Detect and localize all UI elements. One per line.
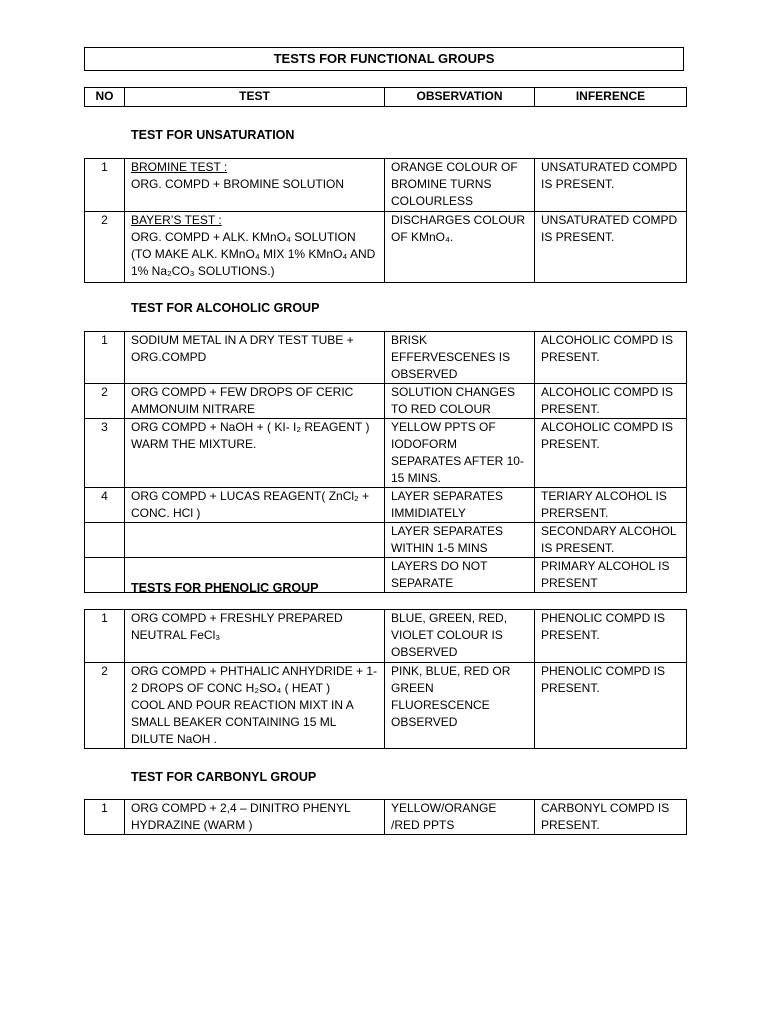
row-observation: LAYER SEPARATES IMMIDIATELY xyxy=(385,488,535,523)
section-heading-unsaturation: TEST FOR UNSATURATION xyxy=(131,128,295,142)
row-inference: PHENOLIC COMPD IS PRESENT. xyxy=(535,610,687,663)
row-observation: BLUE, GREEN, RED, VIOLET COLOUR IS OBSERVED xyxy=(385,610,535,663)
row-no: 1 xyxy=(85,610,125,663)
row-no: 2 xyxy=(85,663,125,749)
row-inference: PRIMARY ALCOHOL IS PRESENT xyxy=(535,558,687,593)
row-no: 1 xyxy=(85,159,125,212)
row-observation: PINK, BLUE, RED OR GREEN FLUORESCENCE OBSERVED xyxy=(385,663,535,749)
table-unsaturation xyxy=(84,158,687,283)
row-observation: LAYERS DO NOT SEPARATE xyxy=(385,558,535,593)
table-row xyxy=(85,384,687,419)
row-inference: ALCOHOLIC COMPD IS PRESENT. xyxy=(535,419,687,488)
header-table xyxy=(84,87,687,107)
row-test: ORG COMPD + NaOH + ( KI- I₂ REAGENT ) WARM THE MIXTURE. xyxy=(125,419,385,488)
row-inference: UNSATURATED COMPD IS PRESENT. xyxy=(535,159,687,212)
row-no: 1 xyxy=(85,332,125,384)
row-no xyxy=(85,558,125,593)
row-inference: ALCOHOLIC COMPD IS PRESENT. xyxy=(535,384,687,419)
test-line: (TO MAKE ALK. KMnO₄ MIX 1% KMnO₄ AND 1% Na₂CO₃ SOLUTIONS.) xyxy=(131,247,376,278)
row-inference: CARBONYL COMPD IS PRESENT. xyxy=(535,800,687,835)
row-test: SODIUM METAL IN A DRY TEST TUBE + ORG.COMPD xyxy=(125,332,385,384)
row-observation: ORANGE COLOUR OF BROMINE TURNS COLOURLESS xyxy=(385,159,535,212)
test-title: BROMINE TEST : xyxy=(131,160,228,174)
table-alcoholic xyxy=(84,331,687,593)
row-test: ORG COMPD + FRESHLY PREPARED NEUTRAL FeCl₃ xyxy=(125,610,385,663)
row-no xyxy=(85,523,125,558)
row-inference: ALCOHOLIC COMPD IS PRESENT. xyxy=(535,332,687,384)
row-observation: SOLUTION CHANGES TO RED COLOUR xyxy=(385,384,535,419)
row-test: ORG COMPD + FEW DROPS OF CERIC AMMONUIM NITRARE xyxy=(125,384,385,419)
row-observation: YELLOW PPTS OF IODOFORM SEPARATES AFTER 10-15 MINS. xyxy=(385,419,535,488)
row-no: 4 xyxy=(85,488,125,523)
table-row xyxy=(85,332,687,384)
table-row xyxy=(85,610,687,663)
page-title: TESTS FOR FUNCTIONAL GROUPS xyxy=(84,47,684,71)
row-test xyxy=(125,663,385,749)
header-no: NO xyxy=(85,88,125,107)
section-heading-phenolic: TESTS FOR PHENOLIC GROUP xyxy=(131,581,319,595)
test-line: ORG. COMPD + BROMINE SOLUTION xyxy=(131,177,345,191)
table-row xyxy=(85,159,687,212)
row-no: 3 xyxy=(85,419,125,488)
section-heading-alcoholic: TEST FOR ALCOHOLIC GROUP xyxy=(131,301,320,315)
test-line: ORG COMPD + PHTHALIC ANHYDRIDE + 1-2 DROPS OF CONC H₂SO₄ ( HEAT ) xyxy=(131,664,378,695)
table-phenolic xyxy=(84,609,687,749)
row-inference: UNSATURATED COMPD IS PRESENT. xyxy=(535,212,687,283)
table-row xyxy=(85,488,687,523)
table-row xyxy=(85,419,687,488)
row-no: 2 xyxy=(85,212,125,283)
header-test: TEST xyxy=(125,88,385,107)
row-no: 2 xyxy=(85,384,125,419)
test-title: BAYER’S TEST : xyxy=(131,213,222,227)
row-observation: LAYER SEPARATES WITHIN 1-5 MINS xyxy=(385,523,535,558)
table-row xyxy=(85,523,687,558)
table-row xyxy=(85,800,687,835)
section-heading-carbonyl: TEST FOR CARBONYL GROUP xyxy=(131,770,317,784)
table-row xyxy=(85,212,687,283)
header-inference: INFERENCE xyxy=(535,88,687,107)
row-observation: DISCHARGES COLOUR OF KMnO₄. xyxy=(385,212,535,283)
table-carbonyl xyxy=(84,799,687,835)
row-inference: TERIARY ALCOHOL IS PRERSENT. xyxy=(535,488,687,523)
test-line: COOL AND POUR REACTION MIXT IN A SMALL BEAKER CONTAINING 15 ML DILUTE NaOH . xyxy=(131,698,354,746)
header-row xyxy=(85,88,687,107)
row-test xyxy=(125,523,385,558)
row-test: ORG COMPD + 2,4 – DINITRO PHENYL HYDRAZINE (WARM ) xyxy=(125,800,385,835)
row-test: ORG COMPD + LUCAS REAGENT( ZnCl₂ + CONC. HCl ) xyxy=(125,488,385,523)
test-line: ORG. COMPD + ALK. KMnO₄ SOLUTION xyxy=(131,230,356,244)
row-observation: BRISK EFFERVESCENES IS OBSERVED xyxy=(385,332,535,384)
row-no: 1 xyxy=(85,800,125,835)
row-inference: PHENOLIC COMPD IS PRESENT. xyxy=(535,663,687,749)
header-observation: OBSERVATION xyxy=(385,88,535,107)
table-row xyxy=(85,663,687,749)
row-test xyxy=(125,159,385,212)
row-test xyxy=(125,212,385,283)
row-inference: SECONDARY ALCOHOL IS PRESENT. xyxy=(535,523,687,558)
row-observation: YELLOW/ORANGE /RED PPTS xyxy=(385,800,535,835)
